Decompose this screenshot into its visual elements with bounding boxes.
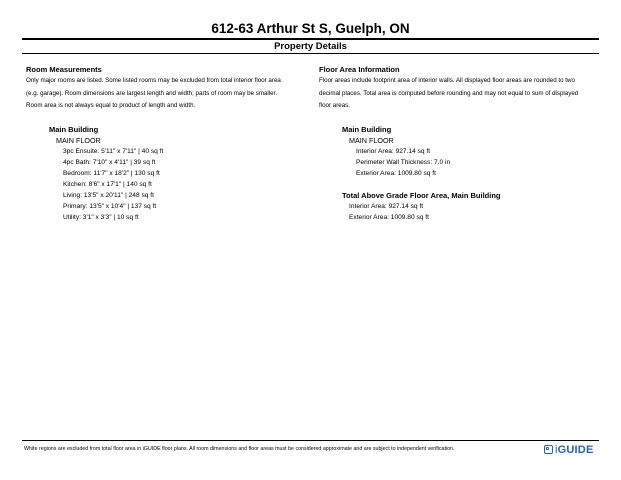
room-row: Bedroom: 11'7" x 18'2" | 130 sq ft <box>63 169 160 177</box>
room-measurements-heading: Room Measurements <box>26 65 102 74</box>
exterior-area: Exterior Area: 1009.80 sq ft <box>356 169 436 177</box>
title-divider <box>22 38 599 40</box>
room-row: 3pc Ensuite: 5'11" x 7'11" | 40 sq ft <box>63 147 164 155</box>
total-area-heading: Total Above Grade Floor Area, Main Building <box>342 190 501 200</box>
room-row: Utility: 3'1" x 3'3" | 10 sq ft <box>63 213 139 221</box>
floor-area-text-3: floor areas. <box>319 102 350 109</box>
room-row: Primary: 13'5" x 10'4" | 137 sq ft <box>63 202 157 210</box>
room-measurements-text-2: (e.g. garage). Room dimensions are largest length and width; parts of room may be smaller. <box>26 89 278 97</box>
floor-area-text-1: Floor areas include footprint area of interior walls. All displayed floor areas are rounded to two <box>319 77 575 84</box>
page-subtitle: Property Details <box>274 41 347 52</box>
room-measurements-text-3: Room area is not always equal to product of length and width. <box>26 102 196 109</box>
floor-area-text-2: decimal places. Total area is computed before rounding and may not equal to sum of displayed <box>319 89 579 97</box>
iguide-logo-icon <box>544 445 553 454</box>
room-measurements-text-1: Only major rooms are listed. Some listed rooms may be excluded from total interior floor area <box>26 77 281 84</box>
total-interior-area: Interior Area: 927.14 sq ft <box>349 202 424 210</box>
room-row: Living: 13'5" x 20'11" | 248 sq ft <box>63 191 154 199</box>
interior-area: Interior Area: 927.14 sq ft <box>356 147 431 155</box>
building-label: Main Building <box>49 124 99 134</box>
room-measurements-section <box>26 65 311 223</box>
room-row: Kitchen: 8'6" x 17'1" | 140 sq ft <box>63 180 152 188</box>
iguide-logo <box>544 443 594 456</box>
room-row: 4pc Bath: 7'10" x 4'11" | 39 sq ft <box>63 158 156 166</box>
page-title: 612-63 Arthur St S, Guelph, ON <box>211 21 410 36</box>
iguide-logo-text: iGUIDE <box>555 443 594 456</box>
footer-disclaimer: White regions are excluded from total floor area in iGUIDE floor plans. All room dimensions and floor areas must be considered approximate and are subject to independent verification. <box>24 446 455 452</box>
footer-divider <box>22 440 599 441</box>
floor-label: MAIN FLOOR <box>56 135 101 145</box>
floor-area-heading: Floor Area Information <box>319 65 400 74</box>
building-label: Main Building <box>342 124 392 134</box>
floor-label: MAIN FLOOR <box>349 135 394 145</box>
total-exterior-area: Exterior Area: 1009.80 sq ft <box>349 213 429 221</box>
floor-area-section <box>319 65 604 223</box>
subtitle-divider <box>22 53 599 54</box>
wall-thickness: Perimeter Wall Thickness: 7.0 in <box>356 158 451 166</box>
